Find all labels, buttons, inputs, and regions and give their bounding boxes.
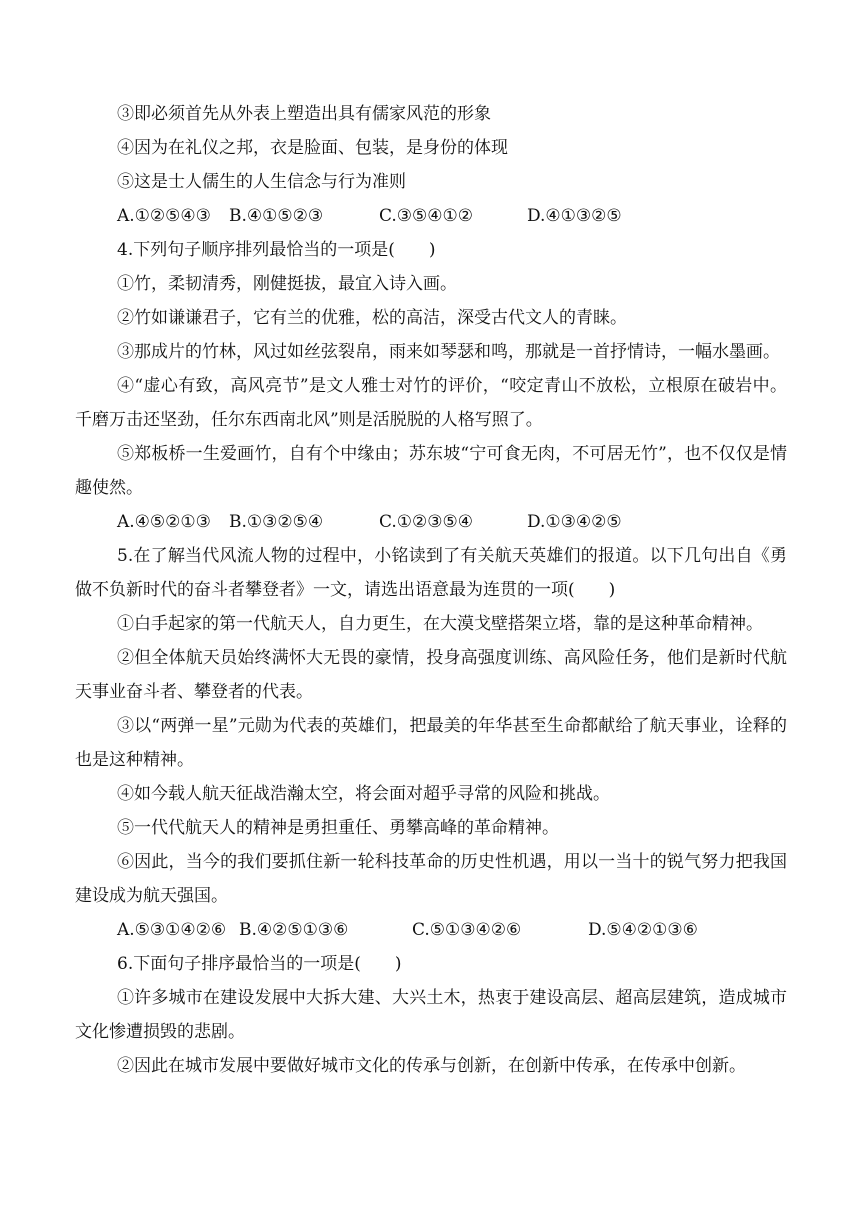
q4-option-c: C.①②③⑤④	[379, 512, 474, 532]
q5-option-c: C.⑤①③④②⑥	[412, 920, 522, 940]
q5-options	[75, 913, 787, 947]
q5-item-2: ②但全体航天员始终满怀大无畏的豪情，投身高强度训练、高风险任务，他们是新时代航天事业奋斗者、攀登者的代表。	[75, 648, 787, 702]
q4-stem	[75, 233, 787, 267]
question-4	[75, 233, 787, 539]
q3-item-3: ③即必须首先从外表上塑造出具有儒家风范的形象	[117, 104, 491, 124]
q4-option-a: A.④⑤②①③	[117, 512, 211, 532]
q4-item-2: ②竹如谦谦君子，它有兰的优雅，松的高洁，深受古代文人的青睐。	[117, 308, 627, 328]
q3-option-b: B.④①⑤②③	[229, 206, 324, 226]
q6-stem-close: )	[394, 954, 402, 974]
question-3-tail	[75, 97, 787, 233]
q4-item-1: ①竹，柔韧清秀，刚健挺拔，最宜入诗入画。	[117, 274, 457, 294]
q5-stem-close: )	[608, 580, 616, 600]
page-content	[75, 97, 787, 1083]
q5-item-5: ⑤一代代航天人的精神是勇担重任、勇攀高峰的革命精神。	[117, 818, 559, 838]
q5-item-6: ⑥因此，当今的我们要抓住新一轮科技革命的历史性机遇，用以一当十的锐气努力把我国建设成为航天强国。	[75, 852, 787, 906]
q3-item-4: ④因为在礼仪之邦，衣是脸面、包装，是身份的体现	[117, 138, 508, 158]
q4-stem-text: 4.下列句子顺序排列最恰当的一项是(	[117, 240, 395, 260]
q4-option-b: B.①③②⑤④	[229, 512, 324, 532]
q3-options	[75, 199, 787, 233]
q5-option-d: D.⑤④②①③⑥	[588, 920, 698, 940]
question-6	[75, 947, 787, 1083]
q3-option-a: A.①②⑤④③	[117, 206, 211, 226]
q3-option-d: D.④①③②⑤	[527, 206, 622, 226]
q5-item-1: ①白手起家的第一代航天人，自力更生，在大漠戈壁搭架立塔，靠的是这种革命精神。	[117, 614, 763, 634]
q4-item-3: ③那成片的竹林，风过如丝弦裂帛，雨来如琴瑟和鸣，那就是一首抒情诗，一幅水墨画。	[117, 342, 780, 362]
q3-option-c: C.③⑤④①②	[379, 206, 474, 226]
q4-item-4: ④“虚心有致，高风亮节”是文人雅士对竹的评价，“咬定青山不放松，立根原在破岩中。千磨万击还坚劲，任尔东西南北风”则是活脱脱的人格写照了。	[75, 376, 787, 430]
question-5	[75, 539, 787, 947]
q5-option-a: A.⑤③①④②⑥	[117, 920, 227, 940]
q6-stem-text: 6.下面句子排序最恰当的一项是(	[117, 954, 361, 974]
q4-option-d: D.①③④②⑤	[527, 512, 622, 532]
q3-item-5: ⑤这是士人儒生的人生信念与行为准则	[117, 172, 406, 192]
q5-option-b: B.④②⑤①③⑥	[239, 920, 349, 940]
q5-item-3: ③以“两弹一星”元勋为代表的英雄们，把最美的年华甚至生命都献给了航天事业，诠释的也是这种精神。	[75, 716, 787, 770]
q6-stem	[75, 947, 787, 981]
q6-item-1: ①许多城市在建设发展中大拆大建、大兴土木，热衷于建设高层、超高层建筑，造成城市文化惨遭损毁的悲剧。	[75, 988, 787, 1042]
q5-stem	[75, 539, 787, 607]
q4-item-5: ⑤郑板桥一生爱画竹，自有个中缘由；苏东坡“宁可食无肉，不可居无竹”，也不仅仅是情趣使然。	[75, 444, 787, 498]
q5-item-4: ④如今载人航天征战浩瀚太空，将会面对超乎寻常的风险和挑战。	[117, 784, 610, 804]
q6-item-2: ②因此在城市发展中要做好城市文化的传承与创新，在创新中传承，在传承中创新。	[117, 1056, 746, 1076]
q5-stem-text: 5.在了解当代风流人物的过程中，小铭读到了有关航天英雄们的报道。以下几句出自《勇做不负新时代的奋斗者攀登者》一文，请选出语意最为连贯的一项(	[75, 546, 787, 600]
q4-stem-close: )	[428, 240, 436, 260]
q4-options	[75, 505, 787, 539]
